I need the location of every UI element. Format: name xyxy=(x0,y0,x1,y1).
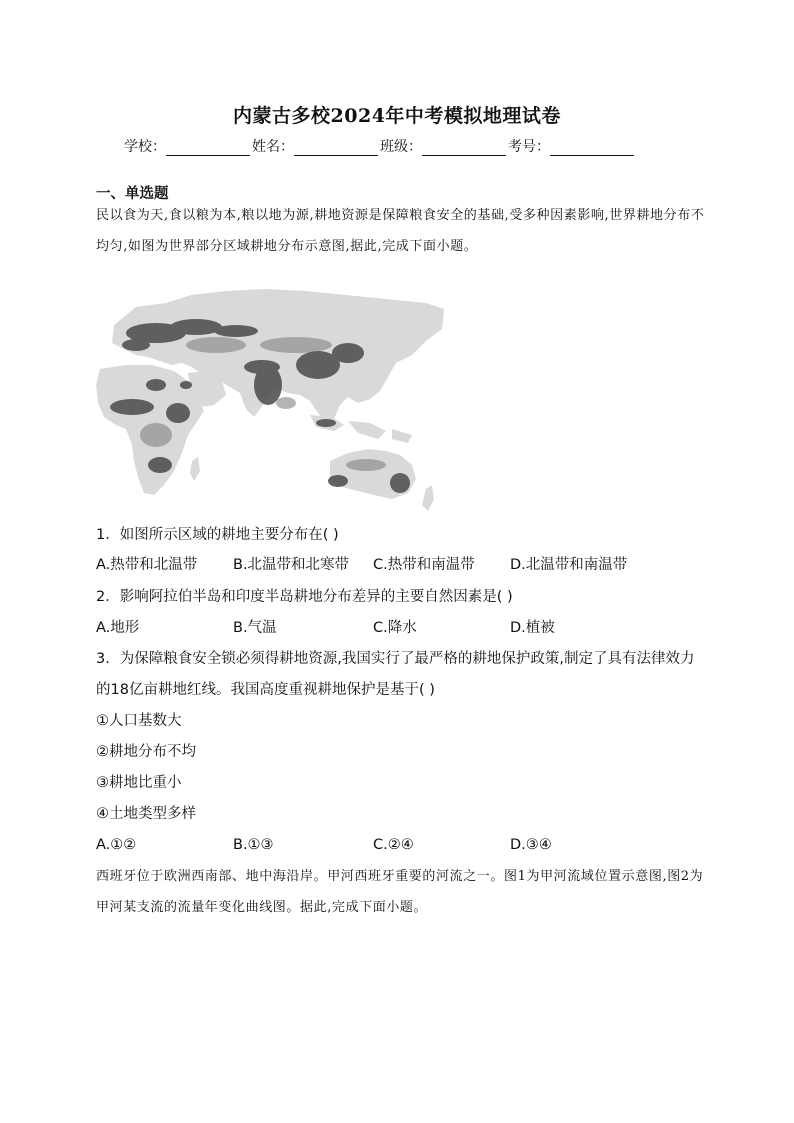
world-farmland-map xyxy=(96,285,446,517)
number-blank[interactable] xyxy=(550,141,634,156)
intro-paragraph-2: 西班牙位于欧洲西南部、地中海沿岸。甲河西班牙重要的河流之一。图1为甲河流域位置示意图,图2为甲河某支流的流量年变化曲线图。据此,完成下面小题。 xyxy=(96,869,704,915)
q3-statement-2: ②耕地分布不均 xyxy=(96,744,196,760)
section-title: 一、单选题 xyxy=(96,186,169,202)
number-label: 考号： xyxy=(508,139,550,155)
question-3-options xyxy=(96,830,716,861)
class-blank[interactable] xyxy=(422,141,506,156)
q2-option-a[interactable]: A.地形 xyxy=(96,620,140,636)
q1-option-b[interactable]: B.北温带和北寒带 xyxy=(233,557,350,573)
question-1-options xyxy=(96,550,716,581)
q1-option-d[interactable]: D.北温带和南温带 xyxy=(510,557,628,573)
q2-option-d[interactable]: D.植被 xyxy=(510,620,555,636)
question-3-stem: 3．为保障粮食安全锁必须得耕地资源,我国实行了最严格的耕地保护政策,制定了具有法律效力的18亿亩耕地红线。我国高度重视耕地保护是基于( ) xyxy=(96,651,695,698)
q1-option-c[interactable]: C.热带和南温带 xyxy=(373,557,475,573)
student-info-line xyxy=(124,136,636,156)
q2-option-b[interactable]: B.气温 xyxy=(233,620,277,636)
name-label: 姓名： xyxy=(252,139,294,155)
name-blank[interactable] xyxy=(294,141,378,156)
school-label: 学校： xyxy=(124,139,166,155)
exam-title: 内蒙古多校2024年中考模拟地理试卷 xyxy=(233,105,561,127)
q3-statement-1: ①人口基数大 xyxy=(96,713,182,729)
q2-option-c[interactable]: C.降水 xyxy=(373,620,417,636)
q3-statement-3: ③耕地比重小 xyxy=(96,775,182,791)
q3-statement-4: ④土地类型多样 xyxy=(96,806,196,822)
question-1-stem: 1．如图所示区域的耕地主要分布在( ) xyxy=(96,527,339,543)
q3-option-c[interactable]: C.②④ xyxy=(373,837,414,853)
q3-option-a[interactable]: A.①② xyxy=(96,837,137,853)
q1-option-a[interactable]: A.热带和北温带 xyxy=(96,557,198,573)
school-blank[interactable] xyxy=(166,141,250,156)
intro-paragraph-1: 民以食为天,食以粮为本,粮以地为源,耕地资源是保障粮食安全的基础,受多种因素影响,世界耕地分布不均匀,如图为世界部分区域耕地分布示意图,据此,完成下面小题。 xyxy=(96,208,705,254)
q3-option-d[interactable]: D.③④ xyxy=(510,837,552,853)
question-2-stem: 2．影响阿拉伯半岛和印度半岛耕地分布差异的主要自然因素是( ) xyxy=(96,589,513,605)
class-label: 班级： xyxy=(380,139,422,155)
q3-option-b[interactable]: B.①③ xyxy=(233,837,274,853)
question-2-options xyxy=(96,613,716,644)
